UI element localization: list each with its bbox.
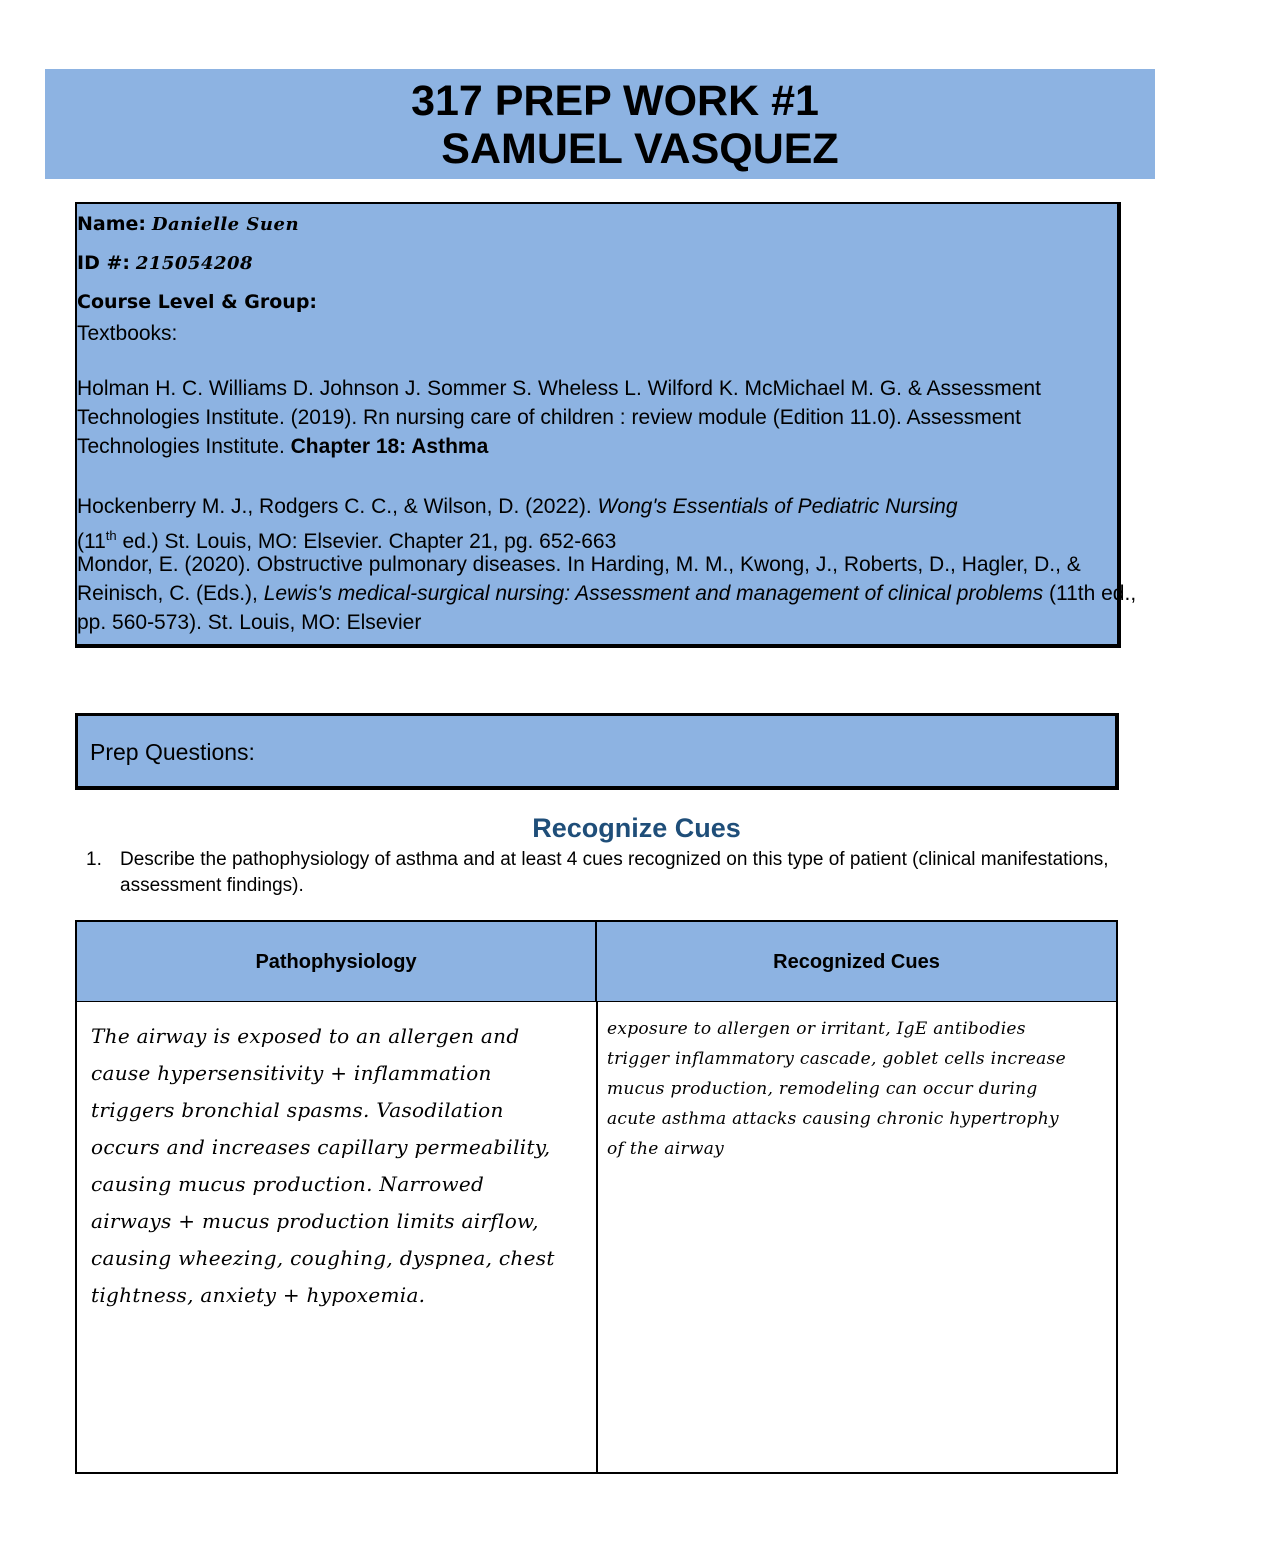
reference-2-title: Wong's Essentials of Pediatric Nursing <box>597 495 958 518</box>
reference-3 <box>77 550 1137 637</box>
reference-2-edition-sup: th <box>105 528 117 543</box>
patient-name-title: SAMUEL VASQUEZ <box>441 125 839 173</box>
id-row <box>77 249 253 278</box>
reference-1 <box>77 374 1137 461</box>
id-value: 215054208 <box>135 253 254 274</box>
answer-table <box>75 920 1118 1474</box>
section-heading: Recognize Cues <box>532 813 741 843</box>
reference-2 <box>77 492 1137 556</box>
course-row <box>77 288 317 316</box>
question-number: 1. <box>86 849 102 870</box>
reference-2-publisher: ed.) St. Louis, MO: Elsevier. Chapter 21, pg. 652-663 <box>116 530 617 553</box>
reference-2-edition: (11 <box>77 530 106 553</box>
reference-3-authors: Mondor, E. (2020). Obstructive pulmonary diseases. In Harding, M. M., Kwong, J., Roberts, D., Hagler, D., & Reinisch, C. (Eds.), <box>77 553 1081 605</box>
reference-2-authors: Hockenberry M. J., Rodgers C. C., & Wilson, D. (2022). <box>77 495 592 518</box>
name-row <box>77 210 299 239</box>
question-text: Describe the pathophysiology of asthma and at least 4 cues recognized on this type of patient (clinical manifestations, assessment findings). <box>120 849 1109 896</box>
student-info-box <box>75 202 1137 648</box>
name-value: Danielle Suen <box>151 214 300 235</box>
recognized-cues-answer: exposure to allergen or irritant, IgE antibodies trigger inflammatory cascade, goblet cells increase mucus production, remodeling can occur during acute asthma attacks causing chronic hypertrophy of the airway <box>607 1019 1066 1159</box>
textbooks-label: Textbooks: <box>77 322 178 345</box>
reference-3-title: Lewis's medical-surgical nursing: Assessment and management of clinical problems <box>263 582 1044 605</box>
title-banner <box>45 69 1155 179</box>
course-label: Course Level & Group: <box>77 291 318 313</box>
prep-questions-label: Prep Questions: <box>90 739 255 765</box>
pathophysiology-answer: The airway is exposed to an allergen and cause hypersensitivity + inflammation triggers bronchial spasms. Vasodilation occurs and increases capillary permeability, causing mucus production. Narrowed airways + mucus production limits airflow, causing wheezing, coughing, dyspnea, chest tightness, anxiety + hypoxemia. <box>91 1024 555 1307</box>
prep-questions-box <box>75 713 1119 790</box>
table-header-pathophysiology: Pathophysiology <box>77 922 597 1002</box>
table-header-recognized-cues: Recognized Cues <box>597 922 1116 1002</box>
reference-1-chapter: Chapter 18: Asthma <box>290 435 489 458</box>
name-label: Name: <box>77 213 147 235</box>
reference-1-text: Holman H. C. Williams D. Johnson J. Sommer S. Wheless L. Wilford K. McMichael M. G. & Assessment Technologies Institute. (2019). Rn nursing care of children : review module (Edition 11.0). Assessment Technologies Institute. <box>77 377 1041 458</box>
id-label: ID #: <box>77 252 130 274</box>
reference-3-publisher: (11th ed., pp. 560-573). St. Louis, MO: Elsevier <box>77 582 1137 634</box>
column-divider <box>596 1002 598 1472</box>
document-title: 317 PREP WORK #1 <box>411 77 819 125</box>
